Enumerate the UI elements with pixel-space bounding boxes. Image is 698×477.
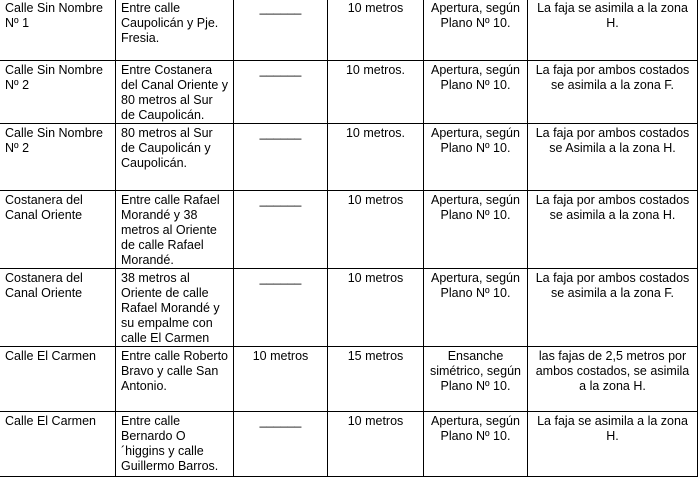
current-width-cell: ______ [234,412,328,477]
table-row [0,347,698,412]
type-cell: Apertura, según Plano Nº 10. [424,124,528,191]
type-cell: Apertura, según Plano Nº 10. [424,269,528,347]
note-cell: La faja por ambos costados se Asimila a la zona H. [528,124,698,191]
street-name-cell: Calle Sin Nombre Nº 2 [0,61,116,124]
current-width-cell: ______ [234,269,328,347]
street-name-cell: Calle Sin Nombre Nº 2 [0,124,116,191]
note-cell: las fajas de 2,5 metros por ambos costados, se asimila a la zona H. [528,347,698,412]
street-name-cell: Costanera del Canal Oriente [0,191,116,269]
note-cell: La faja por ambos costados se asimila a la zona F. [528,61,698,124]
section-cell: Entre calle Bernardo O´higgins y calle Guillermo Barros. [116,412,234,477]
type-cell: Ensanche simétrico, según Plano Nº 10. [424,347,528,412]
type-cell: Apertura, según Plano Nº 10. [424,191,528,269]
new-width-cell: 10 metros. [328,61,424,124]
street-name-cell: Calle El Carmen [0,412,116,477]
table-row [0,412,698,477]
new-width-cell: 10 metros [328,412,424,477]
current-width-cell: ______ [234,0,328,61]
table-row [0,269,698,347]
new-width-cell: 10 metros [328,0,424,61]
table-row [0,0,698,61]
type-cell: Apertura, según Plano Nº 10. [424,0,528,61]
current-width-cell: ______ [234,61,328,124]
section-cell: Entre Costanera del Canal Oriente y 80 metros al Sur de Caupolicán. [116,61,234,124]
street-name-cell: Costanera del Canal Oriente [0,269,116,347]
note-cell: La faja por ambos costados se asimila a la zona F. [528,269,698,347]
note-cell: La faja se asimila a la zona H. [528,0,698,61]
type-cell: Apertura, según Plano Nº 10. [424,61,528,124]
new-width-cell: 10 metros [328,191,424,269]
section-cell: Entre calle Roberto Bravo y calle San Antonio. [116,347,234,412]
section-cell: 38 metros al Oriente de calle Rafael Morandé y su empalme con calle El Carmen [116,269,234,347]
table-row [0,191,698,269]
type-cell: Apertura, según Plano Nº 10. [424,412,528,477]
new-width-cell: 10 metros. [328,124,424,191]
new-width-cell: 10 metros [328,269,424,347]
table-row [0,124,698,191]
street-name-cell: Calle El Carmen [0,347,116,412]
note-cell: La faja por ambos costados se asimila a la zona H. [528,191,698,269]
new-width-cell: 15 metros [328,347,424,412]
section-cell: 80 metros al Sur de Caupolicán y Caupolicán. [116,124,234,191]
table-row [0,61,698,124]
current-width-cell: ______ [234,124,328,191]
current-width-cell: 10 metros [234,347,328,412]
street-name-cell: Calle Sin Nombre Nº 1 [0,0,116,61]
section-cell: Entre calle Rafael Morandé y 38 metros al Oriente de calle Rafael Morandé. [116,191,234,269]
note-cell: La faja se asimila a la zona H. [528,412,698,477]
current-width-cell: ______ [234,191,328,269]
section-cell: Entre calle Caupolicán y Pje. Fresia. [116,0,234,61]
